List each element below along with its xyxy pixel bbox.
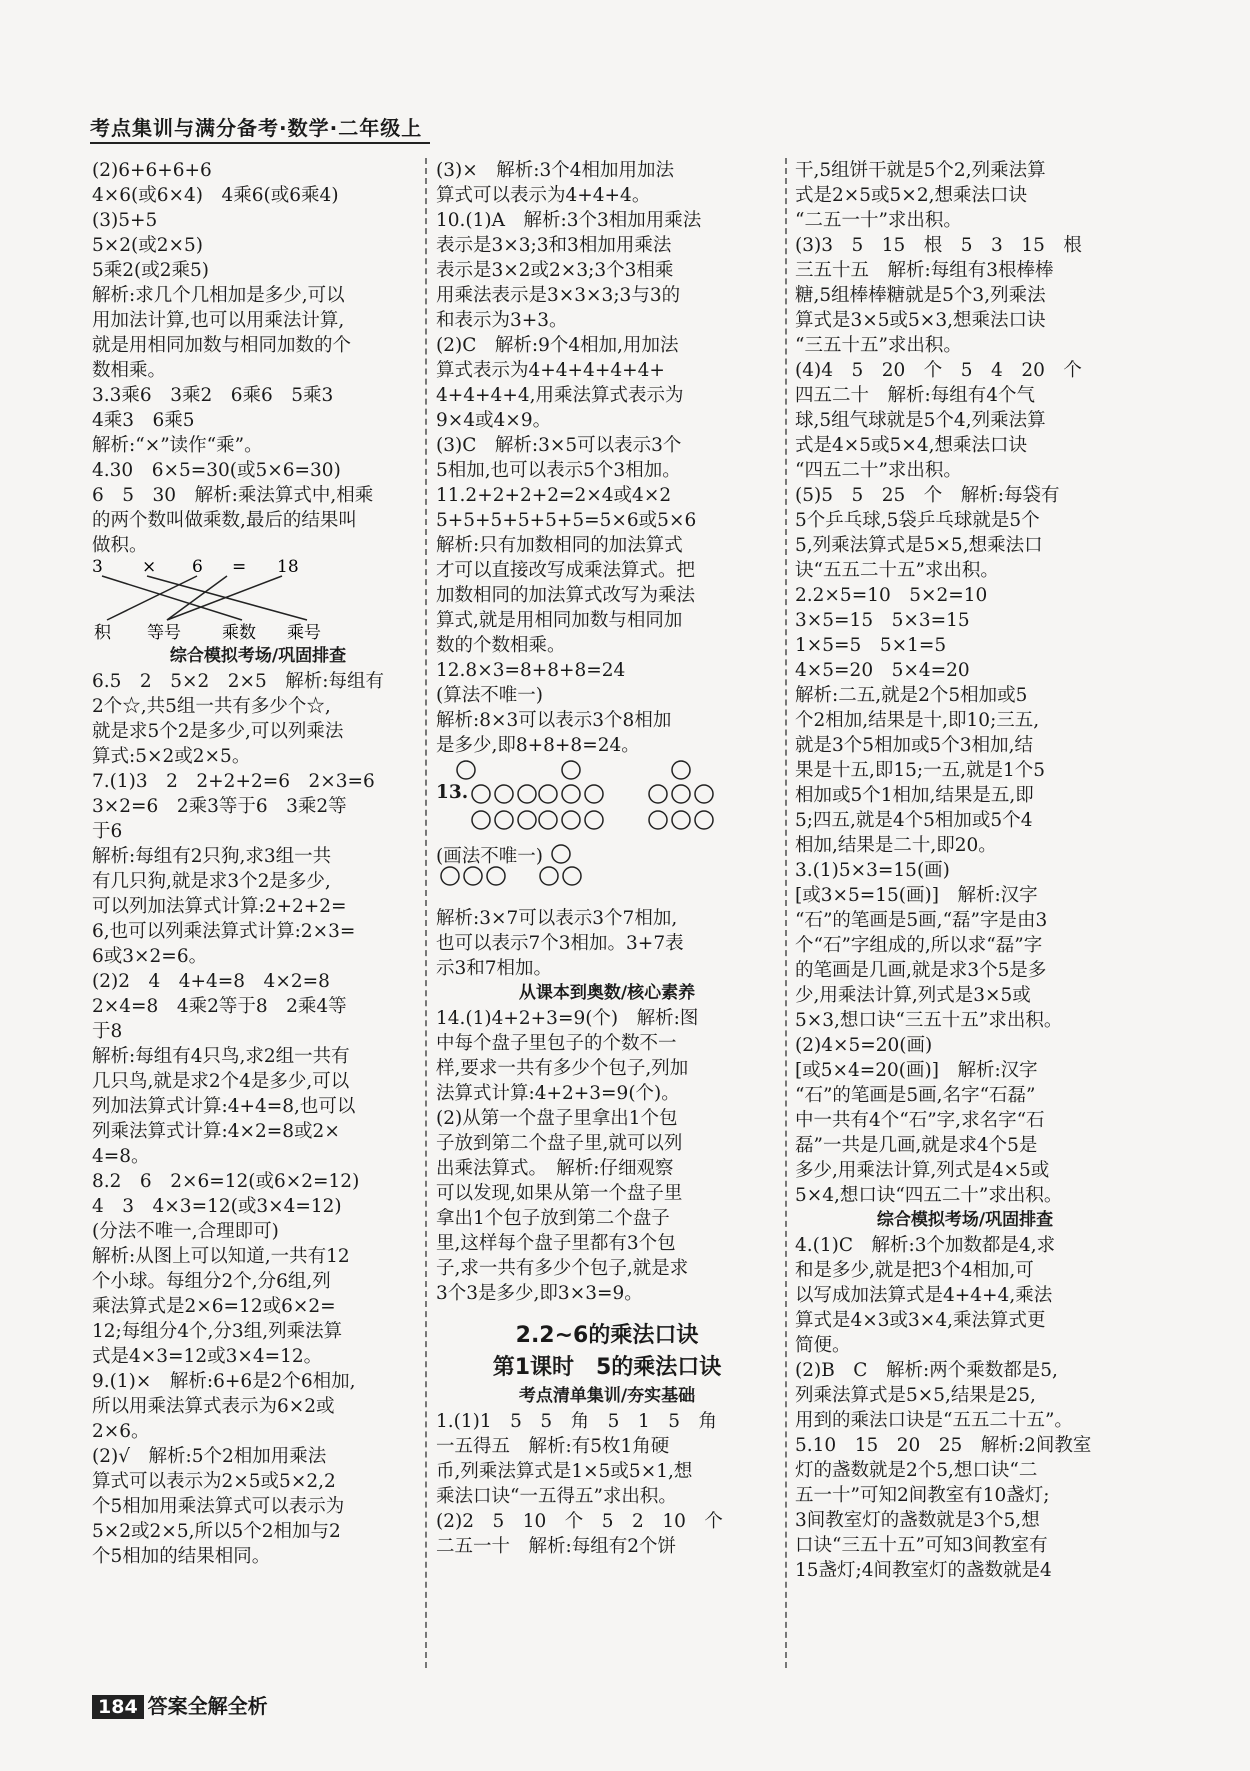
text-line: 14.(1)4+2+3=9(个) 解析:图 — [436, 1008, 699, 1029]
text-line: 出乘法算式。 解析:仔细观察 — [436, 1158, 674, 1179]
text-line: 拿出1个包子放到第二个盘子 — [436, 1208, 670, 1229]
text-line: 5×4,想口诀“四五二十”求出积。 — [795, 1185, 1063, 1206]
text-line: 综合模拟考场/巩固排查 — [169, 646, 347, 666]
text-line: 也可以表示7个3相加。3+7表 — [436, 933, 684, 954]
text-line: 球,5组气球就是5个4,列乘法算 — [795, 410, 1046, 431]
text-line: 式是4×3=12或3×4=12。 — [92, 1346, 323, 1367]
text-line: 以写成加法算式是4+4+4,乘法 — [795, 1285, 1053, 1306]
text-line: 是多少,即8+8+8=24。 — [436, 735, 640, 756]
text-line: 2×6。 — [92, 1421, 150, 1442]
text-line: 2个☆,共5组一共有多少个☆, — [92, 696, 331, 717]
text-line: 诀“五五二十五”求出积。 — [795, 560, 999, 581]
text-line: [或3×5=15(画)] 解析:汉字 — [795, 885, 1038, 906]
text-line: 4.30 6×5=30(或5×6=30) — [92, 460, 341, 481]
text-line: 于8 — [92, 1021, 123, 1042]
text-line: 5×2或2×5,所以5个2相加与2 — [92, 1521, 341, 1542]
text-line: 1.(1)1 5 5 角 5 1 5 角 — [436, 1411, 717, 1432]
text-line: “三五十五”求出积。 — [795, 335, 962, 356]
text-line: [或5×4=20(画)] 解析:汉字 — [795, 1060, 1038, 1081]
text-line: 3.(1)5×3=15(画) — [795, 860, 950, 881]
text-line: 15盏灯;4间教室灯的盏数就是4 — [795, 1560, 1052, 1581]
text-line: 用乘法表示是3×3×3;3与3的 — [436, 285, 681, 306]
text-line: (4)4 5 20 个 5 4 20 个 — [795, 360, 1082, 381]
text-line: 样,要求一共有多少个包子,列加 — [436, 1058, 689, 1079]
text-line: (5)5 5 25 个 解析:每袋有 — [795, 485, 1060, 506]
text-line: 子放到第二个盘子里,就可以列 — [436, 1133, 683, 1154]
text-line: 解析:3×7可以表示3个7相加, — [436, 908, 678, 929]
text-line: 考点清单集训/夯实基础 — [518, 1386, 696, 1406]
match-bottom-4: 乘号 — [287, 623, 321, 643]
text-line: 3间教室灯的盏数就是3个5,想 — [795, 1510, 1040, 1531]
text-line: “四五二十”求出积。 — [795, 460, 962, 481]
text-line: 4+4+4+4,用乘法算式表示为 — [436, 385, 684, 406]
text-line: 可以列加法算式计算:2+2+2= — [92, 896, 347, 917]
text-line: 少,用乘法计算,列式是3×5或 — [795, 985, 1031, 1006]
text-line: 的笔画是几画,就是求3个5是多 — [795, 960, 1047, 981]
text-line: 算式是4×3或3×4,乘法算式更 — [795, 1310, 1046, 1331]
text-line: 5相加,也可以表示5个3相加。 — [436, 460, 681, 481]
text-line: 个5相加用乘法算式可以表示为 — [92, 1496, 345, 1517]
text-line: 3.3乘6 3乘2 6乘6 5乘3 — [92, 385, 334, 406]
match-top-1: 3 — [92, 558, 103, 577]
text-line: 币,列乘法算式是1×5或5×1,想 — [436, 1461, 693, 1482]
text-line: 相加或5个1相加,结果是五,即 — [795, 785, 1034, 806]
text-line: 6或3×2=6。 — [92, 946, 208, 967]
text-line: 解析:只有加数相同的加法算式 — [436, 535, 683, 556]
text-line: (2)2 4 4+4=8 4×2=8 — [92, 971, 330, 992]
page-header — [90, 112, 430, 141]
column-divider — [425, 158, 427, 1668]
match-top-5: 18 — [277, 558, 299, 577]
text-line: 5乘2(或2乘5) — [92, 260, 210, 281]
text-line: 算式:5×2或2×5。 — [92, 746, 251, 767]
text-line: 5个乒乓球,5袋乒乓球就是5个 — [795, 510, 1040, 531]
text-line: 12.8×3=8+8+8=24 — [436, 660, 626, 681]
text-line: 子,求一共有多少个包子,就是求 — [436, 1258, 689, 1279]
match-bottom-1: 积 — [94, 623, 111, 643]
text-line: 算式是3×5或5×3,想乘法口诀 — [795, 310, 1046, 331]
text-line: 有几只狗,就是求3个2是多少, — [92, 871, 331, 892]
text-line: 解析:8×3可以表示3个8相加 — [436, 710, 672, 731]
text-line: 用到的乘法口诀是“五五二十五”。 — [795, 1410, 1073, 1431]
text-line: 中一共有4个“石”字,求名字“石 — [795, 1110, 1045, 1131]
matching-diagram — [92, 558, 424, 644]
text-line: 表示是3×3;3和3相加用乘法 — [436, 235, 672, 256]
text-line: 和表示为3+3。 — [436, 310, 568, 331]
text-line: 二五一十 解析:每组有2个饼 — [436, 1536, 677, 1557]
text-line: 用加法计算,也可以用乘法计算, — [92, 310, 345, 331]
text-line: 就是用相同加数与相同加数的个 — [92, 335, 352, 356]
match-top-3: 6 — [192, 558, 203, 577]
text-line: 可以发现,如果从第一个盘子里 — [436, 1183, 683, 1204]
column-2 — [436, 158, 778, 1559]
text-line: 个“石”字组成的,所以求“磊”字 — [795, 935, 1043, 956]
text-line: 4=8。 — [92, 1146, 150, 1167]
text-line: 4乘3 6乘5 — [92, 410, 195, 431]
text-line: 式是2×5或5×2,想乘法口诀 — [795, 185, 1027, 206]
text-line: 算式可以表示为2×5或5×2,2 — [92, 1471, 336, 1492]
text-line: 第1课时 5的乘法口诀 — [492, 1355, 722, 1380]
text-line: (分法不唯一,合理即可) — [92, 1221, 279, 1242]
text-line: 相加,结果是二十,即20。 — [795, 835, 997, 856]
text-line: 3×5=15 5×3=15 — [795, 610, 970, 631]
text-line: (3)× 解析:3个4相加用加法 — [436, 160, 674, 181]
text-line: 列乘法算式计算:4×2=8或2× — [92, 1121, 340, 1142]
text-line: 2×4=8 4乘2等于8 2乘4等 — [92, 996, 347, 1017]
text-line: 列加法算式计算:4+4=8,也可以 — [92, 1096, 356, 1117]
text-line: (2)√ 解析:5个2相加用乘法 — [92, 1446, 327, 1467]
text-line: 几只鸟,就是求2个4是多少,可以 — [92, 1071, 350, 1092]
text-line: (2)B C 解析:两个乘数都是5, — [795, 1360, 1058, 1381]
text-line: 就是求5个2是多少,可以列乘法 — [92, 721, 344, 742]
text-line: 数的个数相乘。 — [436, 635, 566, 656]
text-line: 解析:从图上可以知道,一共有12 — [92, 1246, 350, 1267]
text-line: 9.(1)× 解析:6+6是2个6相加, — [92, 1371, 356, 1392]
text-line: 5×2(或2×5) — [92, 235, 204, 256]
text-line: 解析:每组有2只狗,求3组一共 — [92, 846, 332, 867]
text-line: 3个3是多少,即3×3=9。 — [436, 1283, 643, 1304]
text-line: 4 3 4×3=12(或3×4=12) — [92, 1196, 342, 1217]
text-line: (2)C 解析:9个4相加,用加法 — [436, 335, 679, 356]
text-line: 7.(1)3 2 2+2+2=6 2×3=6 — [92, 771, 375, 792]
text-line: 多少,用乘法计算,列式是4×5或 — [795, 1160, 1050, 1181]
text-line: “二五一十”求出积。 — [795, 210, 962, 231]
text-line: 乘法算式是2×6=12或6×2= — [92, 1296, 336, 1317]
text-line: 5×3,想口诀“三五十五”求出积。 — [795, 1010, 1063, 1031]
text-line: 1×5=5 5×1=5 — [795, 635, 947, 656]
text-line: 个小球。每组分2个,分6组,列 — [92, 1271, 331, 1292]
text-line: 5;四五,就是4个5相加或5个4 — [795, 810, 1033, 831]
page-number: 184 — [92, 1695, 144, 1719]
text-line: 2.2~6的乘法口诀 — [515, 1323, 699, 1348]
text-line: 5,列乘法算式是5×5,想乘法口 — [795, 535, 1043, 556]
text-line: 解析:“×”读作“乘”。 — [92, 435, 263, 456]
text-line: 式是4×5或5×4,想乘法口诀 — [795, 435, 1027, 456]
footer-label: 答案全解全析 — [147, 1694, 268, 1718]
text-line: (3)5+5 — [92, 210, 158, 231]
text-line: (2)从第一个盘子里拿出1个包 — [436, 1108, 678, 1129]
text-line: 4×6(或6×4) 4乘6(或6乘4) — [92, 185, 339, 206]
text-line: 解析:每组有4只鸟,求2组一共有 — [92, 1046, 350, 1067]
text-line: 综合模拟考场/巩固排查 — [876, 1210, 1054, 1230]
text-line: 算式可以表示为4+4+4。 — [436, 185, 651, 206]
text-line: 做积。 — [92, 535, 148, 556]
match-top-2: × — [142, 558, 157, 577]
text-line: (3)3 5 15 根 5 3 15 根 — [795, 235, 1082, 256]
text-line: 四五二十 解析:每组有4个气 — [795, 385, 1036, 406]
header-rule — [90, 142, 430, 144]
match-bottom-2: 等号 — [147, 623, 181, 643]
match-top-4: = — [232, 558, 247, 577]
header-title: 考点集训与满分备考·数学·二年级上 — [90, 116, 423, 140]
text-line: 中每个盘子里包子的个数不一 — [436, 1033, 677, 1054]
text-line: 示3和7相加。 — [436, 958, 553, 979]
text-line: (3)C 解析:3×5可以表示3个 — [436, 435, 682, 456]
text-line: 果是十五,即15;一五,就是1个5 — [795, 760, 1046, 781]
text-line: 算式,就是用相同加数与相同加 — [436, 610, 683, 631]
text-line: 糖,5组棒棒糖就是5个3,列乘法 — [795, 285, 1046, 306]
text-line: 和是多少,就是把3个4相加,可 — [795, 1260, 1034, 1281]
text-line: 个2相加,结果是十,即10;三五, — [795, 710, 1040, 731]
text-line: 列乘法算式是5×5,结果是25, — [795, 1385, 1036, 1406]
text-line: 11.2+2+2+2=2×4或4×2 — [436, 485, 672, 506]
text-line: “石”的笔画是5画,名字“石磊” — [795, 1085, 1036, 1106]
text-line: 个5相加的结果相同。 — [92, 1546, 271, 1567]
text-line: 解析:二五,就是2个5相加或5 — [795, 685, 1028, 706]
text-line: 灯的盏数就是2个5,想口诀“二 — [795, 1460, 1038, 1481]
text-line: 数相乘。 — [92, 360, 167, 381]
text-line: 2.2×5=10 5×2=10 — [795, 585, 988, 606]
text-line: 所以用乘法算式表示为6×2或 — [92, 1396, 335, 1417]
text-line: 6,也可以列乘法算式计算:2×3= — [92, 921, 356, 942]
text-line: 解析:求几个几相加是多少,可以 — [92, 285, 345, 306]
page-footer — [92, 1690, 268, 1719]
text-line: 磊”一共是几画,就是求4个5是 — [795, 1135, 1038, 1156]
text-line: 12;每组分4个,分3组,列乘法算 — [92, 1321, 343, 1342]
text-line: 就是3个5相加或5个3相加,结 — [795, 735, 1033, 756]
column-divider — [785, 158, 787, 1668]
match-bottom-3: 乘数 — [222, 623, 256, 643]
q13-note: (画法不唯一) — [436, 846, 543, 867]
text-line: 4.(1)C 解析:3个加数都是4,求 — [795, 1235, 1056, 1256]
text-line: 6.5 2 5×2 2×5 解析:每组有 — [92, 671, 385, 692]
text-line: 10.(1)A 解析:3个3相加用乘法 — [436, 210, 702, 231]
text-line: 的两个数叫做乘数,最后的结果叫 — [92, 510, 357, 531]
text-line: 5.10 15 20 25 解析:2间教室 — [795, 1435, 1092, 1456]
text-line: 9×4或4×9。 — [436, 410, 552, 431]
q13-label: 13. — [436, 782, 469, 803]
text-line: 才可以直接改写成乘法算式。把 — [436, 560, 696, 581]
text-line: 加数相同的加法算式改写为乘法 — [436, 585, 696, 606]
text-line: 一五得五 解析:有5枚1角硬 — [436, 1436, 670, 1457]
text-line: 3×2=6 2乘3等于6 3乘2等 — [92, 796, 347, 817]
text-line: 算式表示为4+4+4+4+4+ — [436, 360, 665, 381]
text-line: 于6 — [92, 821, 123, 842]
text-line: 口诀“三五十五”可知3间教室有 — [795, 1535, 1048, 1556]
text-line: “石”的笔画是5画,“磊”字是由3 — [795, 910, 1048, 931]
text-line: 8.2 6 2×6=12(或6×2=12) — [92, 1171, 360, 1192]
text-line: 里,这样每个盘子里都有3个包 — [436, 1233, 676, 1254]
text-line: 法算式计算:4+2+3=9(个)。 — [436, 1083, 680, 1104]
text-line: 表示是3×2或2×3;3个3相乘 — [436, 260, 674, 281]
text-line: (2)4×5=20(画) — [795, 1035, 933, 1056]
text-line: (算法不唯一) — [436, 685, 543, 706]
text-line: 6 5 30 解析:乘法算式中,相乘 — [92, 485, 374, 506]
text-line: 干,5组饼干就是5个2,列乘法算 — [795, 160, 1046, 181]
text-line: 五一十”可知2间教室有10盏灯; — [795, 1485, 1050, 1506]
text-line: 从课本到奥数/核心素养 — [518, 983, 696, 1003]
column-3 — [795, 158, 1135, 1583]
text-line: 简便。 — [795, 1335, 851, 1356]
text-line: (2)2 5 10 个 5 2 10 个 — [436, 1511, 723, 1532]
text-line: (2)6+6+6+6 — [92, 160, 212, 181]
text-line: 三五十五 解析:每组有3根棒棒 — [795, 260, 1054, 281]
column-1 — [92, 158, 424, 1569]
text-line: 乘法口诀“一五得五”求出积。 — [436, 1486, 677, 1507]
text-line: 4×5=20 5×4=20 — [795, 660, 970, 681]
text-line: 5+5+5+5+5+5=5×6或5×6 — [436, 510, 697, 531]
q13-circle-drawing — [436, 758, 778, 898]
